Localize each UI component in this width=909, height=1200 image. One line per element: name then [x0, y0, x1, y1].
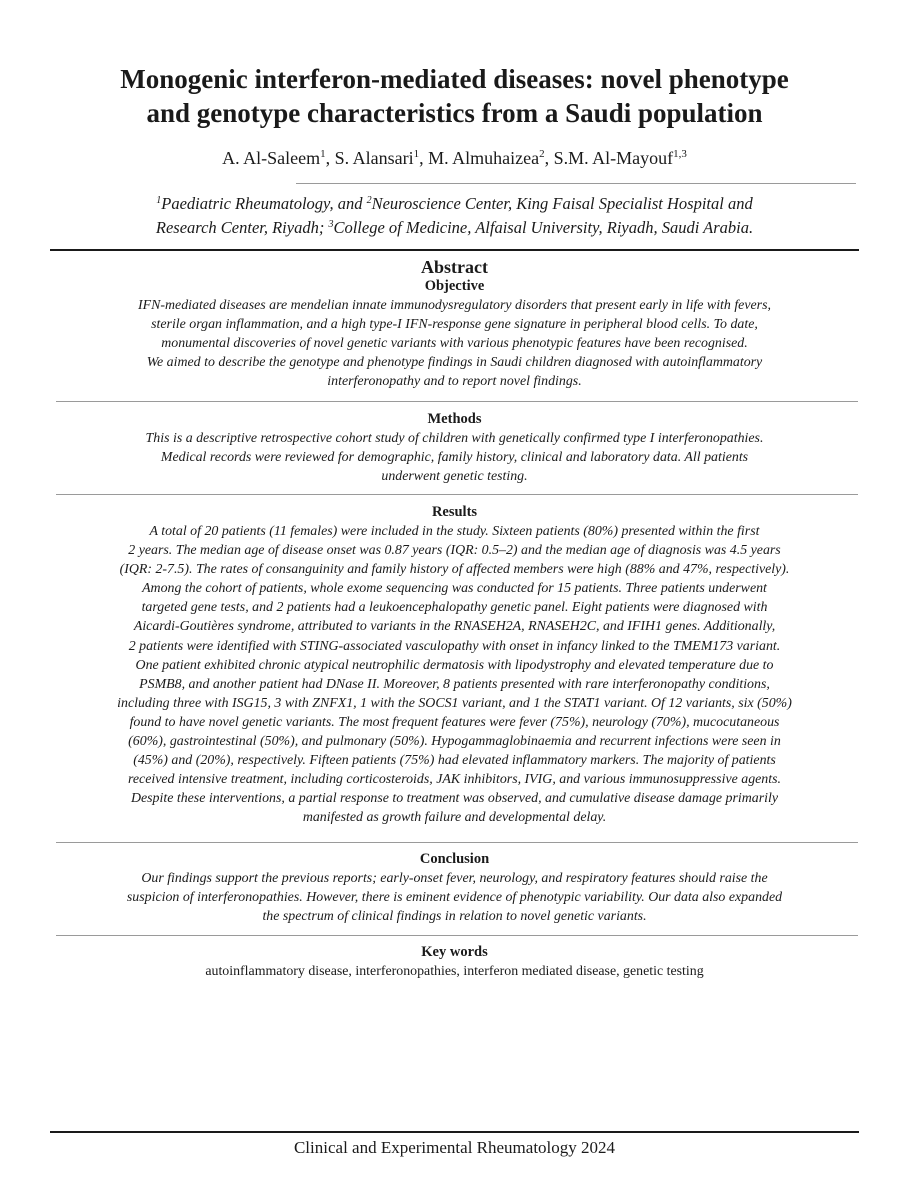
results-heading: Results: [431, 504, 478, 520]
section-divider: [56, 494, 858, 495]
text-line: suspicion of interferonopathies. However, there is eminent evidence of phenotypic variability. Our data also expanded: [126, 890, 783, 906]
text-line: We aimed to describe the genotype and phenotype findings in Saudi children diagnosed with autoinflammatory: [146, 355, 763, 371]
author-affiliation-mark: 1,3: [673, 148, 687, 160]
title-line: Monogenic interferon-mediated diseases: novel phenotype: [120, 64, 789, 94]
section-divider: [56, 401, 858, 402]
section-divider: [56, 842, 858, 843]
results-text: [56, 522, 853, 828]
section-divider: [56, 935, 858, 936]
affiliation-line: [60, 216, 849, 240]
author-name: M. Almuhaizea: [428, 148, 540, 168]
affiliation-line: [60, 192, 849, 216]
conclusion-text: [56, 869, 853, 926]
text-line: manifested as growth failure and developmental delay.: [302, 810, 607, 826]
text-line: including three with ISG15, 3 with ZNFX1, 1 with the SOCS1 variant, and 1 the STAT1 variant. Of 12 variants, six (50%): [117, 695, 792, 711]
text-line: monumental discoveries of novel genetic variants with various phenotypic features have been recognised.: [161, 336, 748, 352]
paper-title: [60, 62, 849, 130]
author-affiliation-mark: 2: [539, 148, 545, 160]
text-line: found to have novel genetic variants. The most frequent features were fever (75%), neurology (70%), mucocutaneous: [129, 714, 780, 730]
affiliation-text: Neuroscience Center, King Faisal Specialist Hospital and: [371, 194, 753, 213]
text-line: (60%), gastrointestinal (50%), and pulmonary (50%). Hypogammaglobinaemia and recurrent infections were seen in: [128, 734, 781, 750]
author-list: [60, 146, 849, 170]
conclusion-heading: Conclusion: [419, 851, 490, 867]
text-line: targeted gene tests, and 2 patients had a leukoencephalopathy genetic panel. Eight patients were diagnosed with: [141, 600, 768, 616]
text-line: 2 patients were identified with STING-associated vasculopathy with onset in infancy linked to the TMEM173 variant.: [128, 638, 781, 654]
author-name: A. Al-Saleem: [222, 148, 321, 168]
text-line: underwent genetic testing.: [381, 469, 528, 485]
author-affiliation-mark: 1: [413, 148, 420, 160]
text-line: Aicardi-Goutières syndrome, attributed to variants in the RNASEH2A, RNASEH2C, and IFIH1 genes. Additionally,: [133, 619, 776, 635]
text-line: sterile organ inflammation, and a high type-I IFN-response gene signature in peripheral blood cells. To date,: [151, 317, 758, 333]
text-line: A total of 20 patients (11 females) were included in the study. Sixteen patients (80%) presented within the first: [149, 524, 760, 539]
text-line: Despite these interventions, a partial response to treatment was observed, and cumulative disease damage primarily: [130, 791, 779, 807]
text-line: (45%) and (20%), respectively. Fifteen patients (75%) had elevated inflammatory markers. The majority of patients: [133, 753, 776, 769]
keywords-text: autoinflammatory disease, interferonopathies, interferon mediated disease, genetic testing: [205, 964, 704, 979]
keywords-heading: Key words: [421, 944, 488, 960]
affiliation-text: Paediatric Rheumatology, and: [161, 194, 367, 213]
footer-divider: [50, 1131, 859, 1133]
text-line: received intensive treatment, including corticosteroids, JAK inhibitors, IVIG, and various immunosuppressive agents.: [127, 772, 781, 788]
affiliations: [60, 192, 849, 240]
objective-text: [56, 296, 853, 391]
text-line: This is a descriptive retrospective cohort study of children with genetically confirmed type I interferonopathies.: [145, 431, 764, 446]
methods-heading: Methods: [427, 411, 482, 427]
text-line: One patient exhibited chronic atypical neutrophilic dermatosis with lipodystrophy and elevated temperature due to: [135, 657, 774, 673]
text-line: Medical records were reviewed for demographic, family history, clinical and laboratory data. All patients: [160, 450, 749, 466]
text-line: Our findings support the previous reports; early-onset fever, neurology, and respiratory features should raise the: [141, 871, 768, 886]
affiliation-text: Research Center, Riyadh;: [155, 218, 329, 237]
text-line: PSMB8, and another patient had DNase II. Moreover, 8 patients presented with rare interferonopathy conditions,: [139, 676, 770, 692]
affiliation-mark: 3: [328, 219, 334, 230]
author-divider: [296, 183, 856, 184]
author-affiliation-mark: 1: [320, 148, 326, 160]
author-separator: ,: [419, 148, 429, 168]
title-line: and genotype characteristics from a Saudi population: [146, 98, 763, 128]
methods-text: [56, 429, 853, 486]
affiliation-text: College of Medicine, Alfaisal University, Riyadh, Saudi Arabia.: [333, 218, 754, 237]
text-line: 2 years. The median age of disease onset was 0.87 years (IQR: 0.5–2) and the median age of diagnosis was 4.5 years: [128, 543, 781, 559]
journal-footer: Clinical and Experimental Rheumatology 2024: [293, 1138, 616, 1157]
text-line: IFN-mediated diseases are mendelian innate immunodysregulatory disorders that present early in life with fevers,: [138, 298, 771, 313]
author-name: S. Alansari: [334, 148, 414, 168]
affiliation-mark: 2: [366, 195, 372, 206]
text-line: the spectrum of clinical findings in relation to novel genetic variants.: [262, 909, 647, 925]
affiliation-mark: 1: [156, 195, 162, 206]
author-name: S.M. Al-Mayouf: [553, 148, 674, 168]
objective-heading: Objective: [424, 278, 485, 294]
text-line: interferonopathy and to report novel findings.: [327, 374, 582, 390]
author-separator: ,: [544, 148, 554, 168]
text-line: Among the cohort of patients, whole exome sequencing was conducted for 15 patients. Three patients underwent: [142, 581, 767, 597]
author-separator: ,: [325, 148, 335, 168]
text-line: (IQR: 2-7.5). The rates of consanguinity and family history of affected members were high (88% and 47%, respectively).: [119, 562, 790, 578]
header-divider: [50, 249, 859, 251]
abstract-heading: Abstract: [421, 257, 488, 277]
